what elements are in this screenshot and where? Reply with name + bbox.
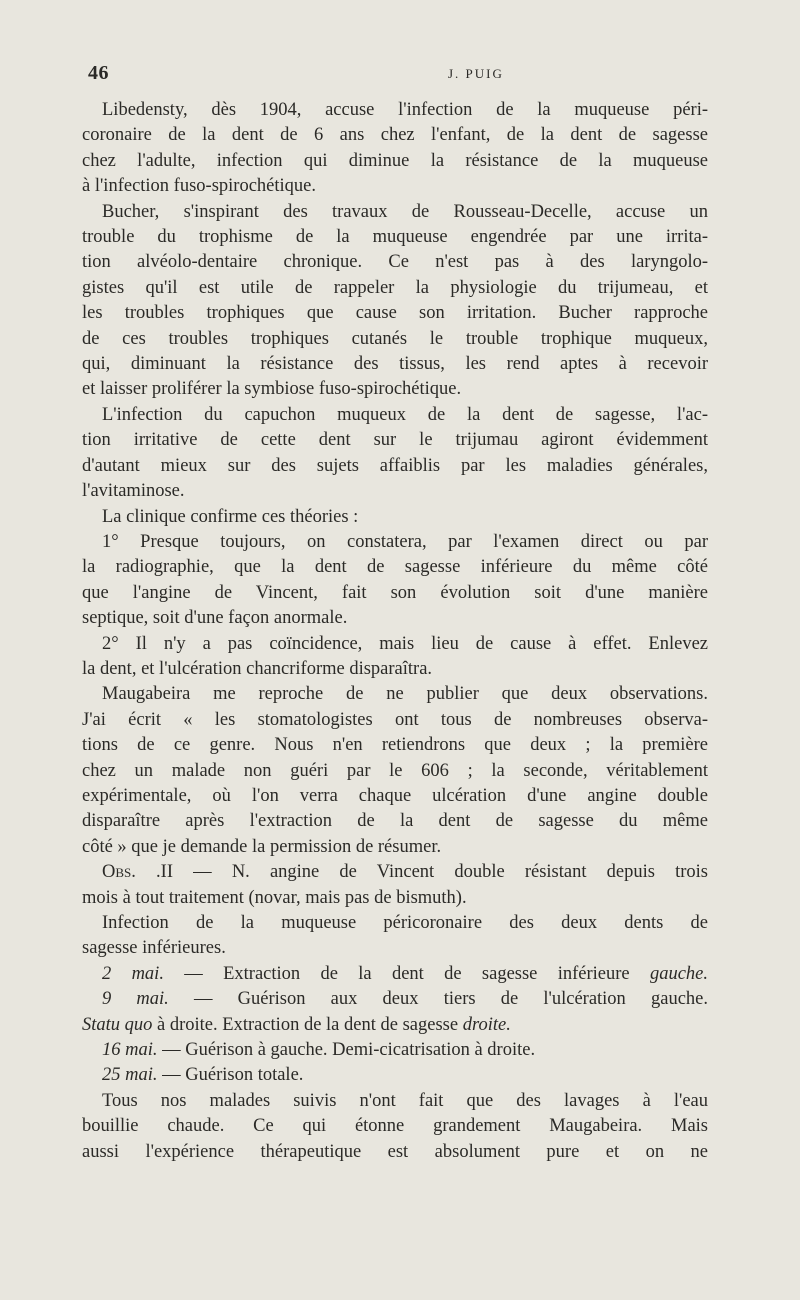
text-line: expérimentale, où l'on verra chaque ulcération d'une angine double (82, 785, 708, 806)
text-line: Libedensty, dès 1904, accuse l'infection de la muqueuse péri- (102, 100, 708, 120)
text-line: aussi l'expérience thérapeutique est absolument pure et on ne (82, 1141, 708, 1162)
text-line: les troubles trophiques que cause son irritation. Bucher rapproche (82, 303, 708, 324)
text-line: 9 mai. — Guérison aux deux tiers de l'ulcération gauche. (102, 989, 708, 1010)
text-line: d'autant mieux sur des sujets affaiblis par les maladies générales, (82, 455, 708, 476)
text-line: 2° Il n'y a pas coïncidence, mais lieu de cause à effet. Enlevez (102, 633, 708, 654)
text-line: Maugabeira me reproche de ne publier que deux observations. (102, 684, 708, 705)
text-line: septique, soit d'une façon anormale. (82, 608, 348, 629)
body-text (82, 98, 708, 1165)
text-line: Obs. .II — N. angine de Vincent double résistant depuis trois (102, 862, 708, 883)
text-line: trouble du trophisme de la muqueuse engendrée par une irrita- (82, 227, 708, 248)
text-line: l'avitaminose. (82, 481, 185, 502)
text-line: bouillie chaude. Ce qui étonne grandement Maugabeira. Mais (82, 1116, 708, 1137)
page-header (88, 62, 708, 88)
text-line: mois à tout traitement (novar, mais pas de bismuth). (82, 887, 467, 908)
text-line: la radiographie, que la dent de sagesse inférieure du même côté (82, 557, 708, 578)
text-line: et laisser proliférer la symbiose fuso-spirochétique. (82, 379, 462, 400)
text-line: tion irritative de cette dent sur le trijumau agiront évidemment (82, 430, 708, 451)
running-head: J. PUIG (448, 66, 504, 81)
text-line: chez l'adulte, infection qui diminue la résistance de la muqueuse (82, 150, 708, 171)
text-line: Bucher, s'inspirant des travaux de Rousseau-Decelle, accuse un (102, 201, 708, 222)
text-line: Statu quo à droite. Extraction de la dent de sagesse droite. (82, 1014, 511, 1035)
text-line: de ces troubles trophiques cutanés le trouble trophique muqueux, (82, 328, 708, 349)
text-line: sagesse inférieures. (82, 938, 226, 959)
text-line: côté » que je demande la permission de résumer. (82, 836, 442, 857)
text-line: L'infection du capuchon muqueux de la dent de sagesse, l'ac- (102, 404, 708, 425)
text-line: 1° Presque toujours, on constatera, par l'examen direct ou par (102, 531, 708, 552)
text-line: à l'infection fuso-spirochétique. (82, 176, 316, 197)
text-line: tion alvéolo-dentaire chronique. Ce n'est pas à des laryngolo- (82, 252, 708, 273)
text-line: chez un malade non guéri par le 606 ; la seconde, véritablement (82, 760, 708, 781)
text-line: 2 mai. — Extraction de la dent de sagesse inférieure gauche. (102, 963, 708, 984)
text-line: gistes qu'il est utile de rappeler la physiologie du trijumeau, et (82, 277, 708, 298)
text-line: la dent, et l'ulcération chancriforme disparaîtra. (82, 658, 433, 679)
text-line: 25 mai. — Guérison totale. (102, 1065, 304, 1086)
text-line: J'ai écrit « les stomatologistes ont tous de nombreuses observa- (82, 709, 708, 730)
text-line: Tous nos malades suivis n'ont fait que des lavages à l'eau (102, 1090, 708, 1111)
text-line: qui, diminuant la résistance des tissus, les rend aptes à recevoir (82, 354, 708, 375)
text-line: coronaire de la dent de 6 ans chez l'enfant, de la dent de sagesse (82, 125, 708, 146)
text-line: tions de ce genre. Nous n'en retiendrons que deux ; la première (82, 735, 708, 756)
text-line: 16 mai. — Guérison à gauche. Demi-cicatrisation à droite. (102, 1040, 536, 1061)
text-line: Infection de la muqueuse péricoronaire des deux dents de (102, 913, 708, 933)
text-line: que l'angine de Vincent, fait son évolution soit d'une manière (82, 582, 708, 603)
page-number: 46 (88, 62, 109, 84)
text-line: La clinique confirme ces théories : (102, 506, 359, 527)
text-line: disparaître après l'extraction de la dent de sagesse du même (82, 811, 708, 832)
